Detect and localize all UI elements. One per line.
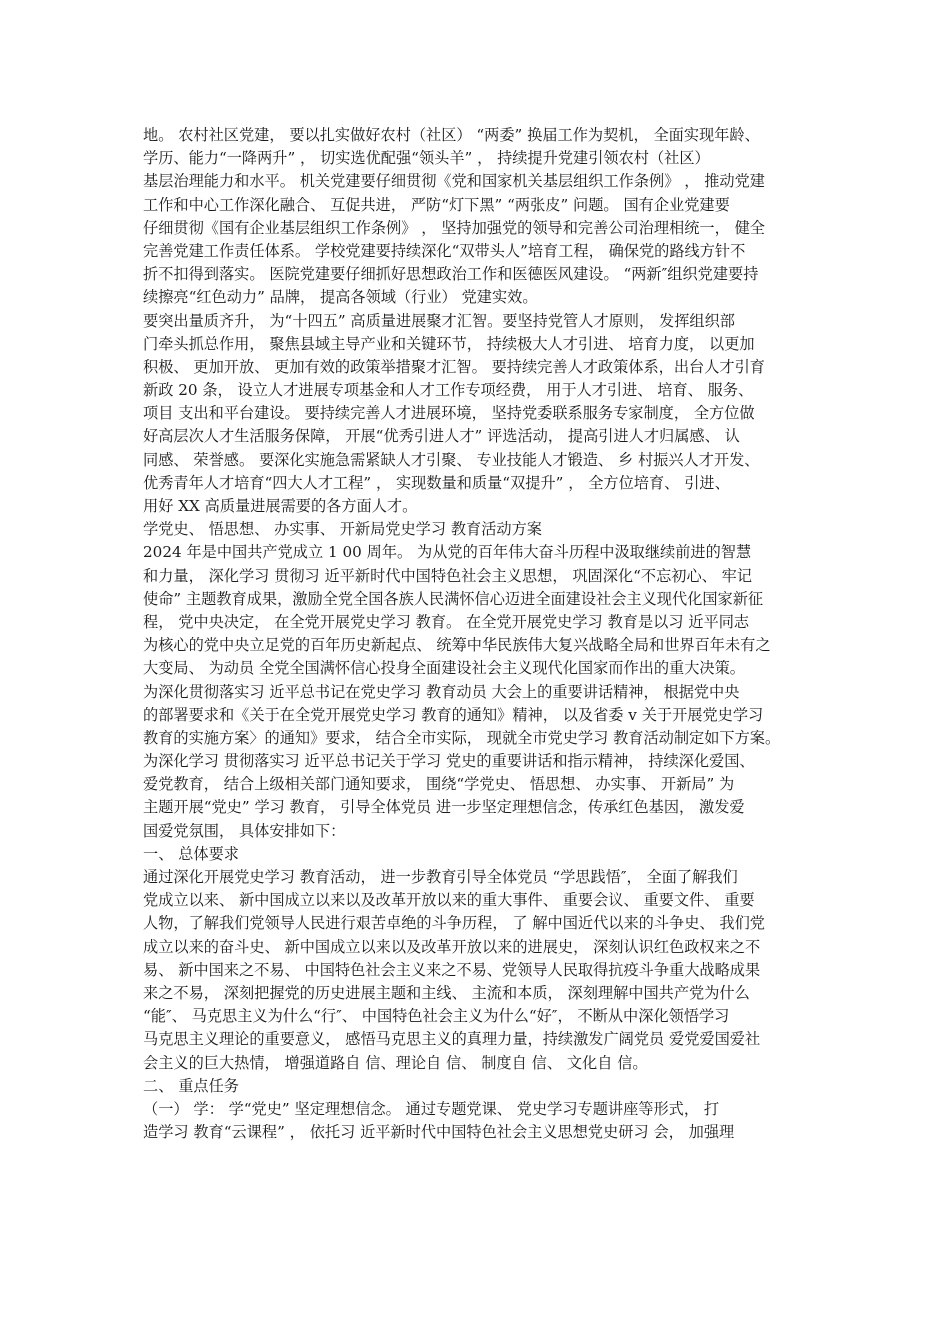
text-line: 折不扣得到落实。 医院党建要仔细抓好思想政治工作和医德医风建设。 “两新″组织党建要持 [143,265,759,284]
document-body [143,124,823,1144]
text-line: 2024 年是中国共产党成立 1 00 周年。 为从党的百年伟大奋斗历程中汲取继续前进的智慧 [143,543,752,562]
text-line: 易、 新中国来之不易、 中国特色社会主义来之不易、党领导人民取得抗疫斗争重大战略成果 [143,960,761,979]
text-line: 为核心的党中央立足党的百年历史新起点、 统筹中华民族伟大复兴战略全局和世界百年未有之 [143,636,771,655]
text-line: （一） 学： 学“党史” 坚定理想信念。 通过专题党课、 党史学习专题讲座等形式， 打 [143,1099,720,1118]
text-line: 成立以来的奋斗史、 新中国成立以来以及改革开放以来的进展史， 深刻认识红色政权来之不 [143,937,761,956]
text-line: 人物，了解我们党领导人民进行艰苦卓绝的斗争历程， 了 解中国近代以来的斗争史、 我们党 [143,914,765,933]
text-line: 党成立以来、 新中国成立以来以及改革开放以来的重大事件、 重要会议、 重要文件、 重要 [143,891,755,910]
text-line: 地。 农村社区党建， 要以扎实做好农村（社区） “两委” 换届工作为契机， 全面实现年龄、 [143,126,760,144]
text-line: 主题开展“党史” 学习 教育， 引导全体党员 进一步坚定理想信念，传承红色基因， 激发爱 [143,798,745,817]
text-line: “能″、 马克思主义为什么“行″、 中国特色社会主义为什么“好″， 不断从中深化领悟学习 [143,1007,730,1026]
text-line: 项目 支出和平台建设。 要持续完善人才进展环境， 坚持党委联系服务专家制度， 全方位做 [143,404,755,423]
text-line: 工作和中心工作深化融合、 互促共进， 严防“灯下黑” “两张皮” 问题。 国有企业党建要 [143,195,730,214]
text-line: 通过深化开展党史学习 教育活动， 进一步教育引导全体党员 “学思践悟″， 全面了解我们 [143,868,738,886]
text-line: 用好 XX 高质量进展需要的各方面人才。 [143,497,418,515]
text-line: 续擦亮“红色动力” 品牌， 提高各领域（行业） 党建实效。 [143,288,538,307]
text-line: 大变局、 为动员 全党全国满怀信心投身全面建设社会主义现代化国家而作出的重大决策。 [143,659,745,678]
text-line: 来之不易， 深刻把握党的历史进展主题和主线、 主流和本质， 深刻理解中国共产党为什么 [143,983,750,1002]
text-line: 完善党建工作责任体系。 学校党建要持续深化“双带头人”培育工程， 确保党的路线方针不 [143,241,746,260]
text-line: 和力量， 深化学习 贯彻习 近平新时代中国特色社会主义思想， 巩固深化“不忘初心、 牢记 [143,566,753,585]
text-line: 优秀青年人才培育“四大人才工程” ， 实现数量和质量“双提升” ， 全方位培育、 引进、 [143,473,730,492]
text-line: 为深化贯彻落实习 近平总书记在党史学习 教育动员 大会上的重要讲话精神， 根据党中央 [143,682,740,701]
text-line: 马克思主义理论的重要意义， 感悟马克思主义的真理力量，持续激发广阔党员 爱党爱国爱社 [143,1030,761,1049]
text-line: 积极、 更加开放、 更加有效的政策举措聚才汇智。 要持续完善人才政策体系，出台人才引育 [143,357,765,376]
text-line: 的部署要求和《关于在全党开展党史学习 教育的通知》精神， 以及省委 v 关于开展党史学习 [143,705,764,724]
section-heading: 二、 重点任务 [143,1076,239,1095]
text-line: 会主义的巨大热情， 增强道路自 信、理论自 信、 制度自 信、 文化自 信。 [143,1053,648,1072]
text-line: 爱党教育， 结合上级相关部门通知要求， 围绕“学党史、 悟思想、 办实事、 开新局” 为 [143,775,735,794]
section-heading: 一、 总体要求 [143,844,239,863]
text-line: 教育的实施方案〉的通知》要求， 结合全市实际， 现就全市党史学习 教育活动制定如下方案。 [143,728,781,747]
text-line: 程， 党中央决定， 在全党开展党史学习 教育。 在全党开展党史学习 教育是以习 近平同志 [143,612,750,631]
text-line: 同感、 荣誉感。 要深化实施急需紧缺人才引聚、 专业技能人才锻造、 乡 村振兴人才开发、 [143,450,760,469]
text-line: 造学习 教育“云课程” ， 依托习 近平新时代中国特色社会主义思想党史研习 会， 加强理 [143,1123,735,1142]
text-line: 使命” 主题教育成果，激励全党全国各族人民满怀信心迈进全面建设社会主义现代化国家新征 [143,589,764,608]
text-line: 门牵头抓总作用， 聚焦县域主导产业和关键环节， 持续极大人才引进、 培育力度， 以更加 [143,334,755,353]
text-line: 基层治理能力和水平。 机关党建要仔细贯彻《党和国家机关基层组织工作条例》 ， 推动党建 [143,172,765,191]
text-line: 新政 20 条， 设立人才进展专项基金和人才工作专项经费， 用于人才引进、 培育、 服务、 [143,381,754,400]
text-line: 要突出量质齐升， 为“十四五” 高质量进展聚才汇智。要坚持党管人才原则， 发挥组织部 [143,311,735,330]
text-line: 为深化学习 贯彻落实习 近平总书记关于学习 党史的重要讲话和指示精神， 持续深化爱国、 [143,752,755,771]
text-line: 好高层次人才生活服务保障， 开展“优秀引进人才” 评选活动， 提高引进人才归属感、 认 [143,427,740,446]
text-line: 学历、能力“一降两升” ， 切实选优配强“领头羊” ， 持续提升党建引领农村（社区） [143,149,710,168]
section-title: 学党史、 悟思想、 办实事、 开新局党史学习 教育活动方案 [143,520,542,539]
text-line: 国爱党氛围， 具体安排如下： [143,821,346,840]
text-line: 仔细贯彻《国有企业基层组织工作条例》 ， 坚持加强党的领导和完善公司治理相统一， 健全 [143,218,765,237]
